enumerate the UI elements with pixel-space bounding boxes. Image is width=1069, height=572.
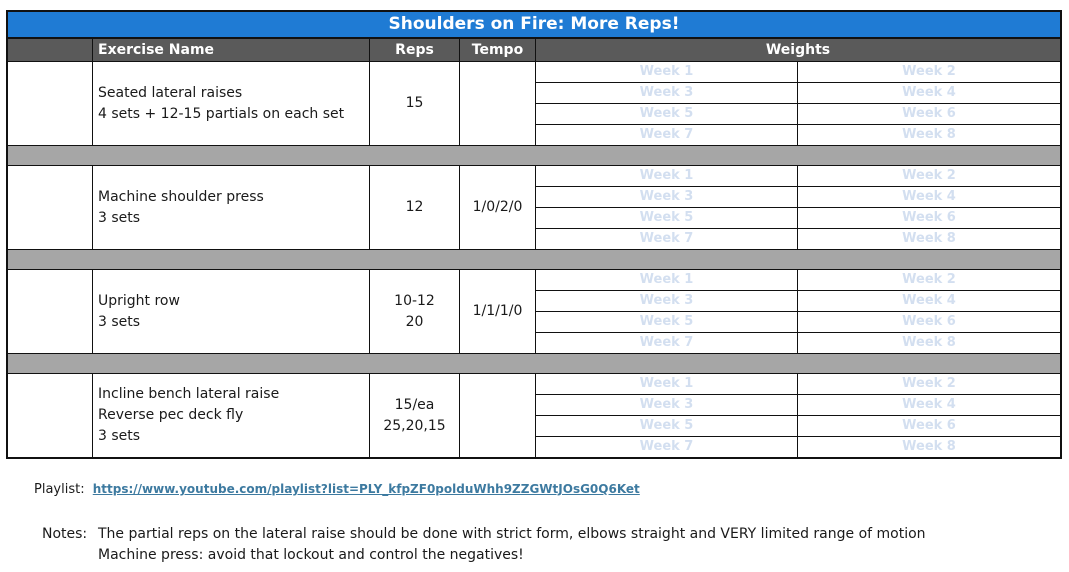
week-cell[interactable]: Week 4 xyxy=(798,83,1060,104)
week-cell[interactable]: Week 5 xyxy=(536,104,798,125)
week-cell[interactable]: Week 6 xyxy=(798,104,1060,125)
week-cell[interactable]: Week 2 xyxy=(798,62,1060,83)
weights-grid xyxy=(536,166,1060,249)
week-cell[interactable]: Week 2 xyxy=(798,166,1060,187)
exercise-line: 4 sets + 12-15 partials on each set xyxy=(98,105,345,122)
weights-grid xyxy=(536,62,1060,145)
reps-cell xyxy=(370,166,460,249)
exercise-line: 3 sets xyxy=(98,313,141,330)
sheet-title: Shoulders on Fire: More Reps! xyxy=(8,12,1060,39)
reps-value: 25,20,15 xyxy=(383,417,446,434)
tempo-cell xyxy=(460,270,536,353)
playlist-label: Playlist: xyxy=(34,482,85,497)
note-line: Machine press: avoid that lockout and control the negatives! xyxy=(98,547,524,563)
reps-value: 12 xyxy=(405,199,424,215)
week-cell[interactable]: Week 4 xyxy=(798,187,1060,208)
blank-cell xyxy=(8,270,93,353)
week-cell[interactable]: Week 7 xyxy=(536,229,798,249)
exercise-name-cell xyxy=(93,62,370,145)
week-cell[interactable]: Week 7 xyxy=(536,333,798,353)
blank-cell xyxy=(8,166,93,249)
week-cell[interactable]: Week 3 xyxy=(536,291,798,312)
week-cell[interactable]: Week 7 xyxy=(536,125,798,145)
week-cell[interactable]: Week 6 xyxy=(798,312,1060,333)
reps-value: 10-12 xyxy=(394,292,435,309)
week-cell[interactable]: Week 3 xyxy=(536,187,798,208)
week-cell[interactable]: Week 8 xyxy=(902,231,956,246)
notes-label: Notes: xyxy=(42,526,88,542)
tempo-value: 1/0/2/0 xyxy=(472,199,523,215)
week-cell[interactable]: Week 5 xyxy=(536,416,798,437)
week-cell[interactable]: Week 2 xyxy=(798,270,1060,291)
tempo-value: 1/1/1/0 xyxy=(472,303,523,319)
exercise-block xyxy=(8,62,1060,146)
week-cell[interactable]: Week 2 xyxy=(798,374,1060,395)
week-cell[interactable]: Week 8 xyxy=(902,127,956,142)
week-cell[interactable]: Week 5 xyxy=(536,208,798,229)
header-weights: Weights xyxy=(765,42,831,58)
blank-cell xyxy=(8,374,93,457)
reps-value: 15/ea xyxy=(394,396,435,413)
header-blank xyxy=(8,39,93,61)
reps-value: 15 xyxy=(405,95,424,111)
exercise-line: Incline bench lateral raise xyxy=(98,386,280,402)
playlist xyxy=(34,482,640,497)
table-body xyxy=(8,62,1060,457)
separator-row xyxy=(8,250,1060,270)
exercise-block xyxy=(8,374,1060,457)
exercise-name-cell xyxy=(93,374,370,457)
reps-value: 20 xyxy=(405,313,424,330)
exercise-line: 3 sets xyxy=(98,428,141,444)
week-cell[interactable]: Week 4 xyxy=(798,291,1060,312)
tempo-cell xyxy=(460,374,536,457)
exercise-line: Machine shoulder press xyxy=(98,188,264,205)
exercise-name-cell xyxy=(93,270,370,353)
exercise-line: Upright row xyxy=(98,292,180,309)
week-cell[interactable]: Week 8 xyxy=(902,335,956,350)
exercise-block xyxy=(8,166,1060,250)
weights-grid xyxy=(536,270,1060,353)
exercise-line: 3 sets xyxy=(98,209,141,226)
header-reps: Reps xyxy=(370,39,460,61)
exercise-name-cell xyxy=(93,166,370,249)
note-line: The partial reps on the lateral raise should be done with strict form, elbows straight and VERY limited range of motion xyxy=(98,526,926,542)
week-cell[interactable]: Week 6 xyxy=(798,416,1060,437)
header-tempo: Tempo xyxy=(460,39,536,61)
header-exercise: Exercise Name xyxy=(93,39,370,61)
exercise-block xyxy=(8,270,1060,354)
week-cell[interactable]: Week 4 xyxy=(798,395,1060,416)
playlist-link[interactable]: https://www.youtube.com/playlist?list=PLY_kfpZF0polduWhh9ZZGWtJOsG0Q6Ket xyxy=(92,482,640,496)
exercise-line: Reverse pec deck fly xyxy=(98,407,244,423)
week-cell[interactable]: Week 3 xyxy=(536,395,798,416)
week-cell[interactable]: Week 1 xyxy=(536,166,798,187)
tempo-cell xyxy=(460,166,536,249)
week-cell[interactable]: Week 5 xyxy=(536,312,798,333)
exercise-line: Seated lateral raises xyxy=(98,84,243,101)
weights-grid xyxy=(536,374,1060,457)
blank-cell xyxy=(8,62,93,145)
week-cell[interactable]: Week 6 xyxy=(798,208,1060,229)
week-cell[interactable]: Week 1 xyxy=(536,374,798,395)
separator-row xyxy=(8,354,1060,374)
separator-row xyxy=(8,146,1060,166)
tempo-cell xyxy=(460,62,536,145)
week-cell[interactable]: Week 1 xyxy=(536,270,798,291)
notes xyxy=(42,524,926,566)
header-row xyxy=(8,39,1060,62)
week-cell[interactable]: Week 7 xyxy=(536,437,798,457)
week-cell[interactable]: Week 1 xyxy=(536,62,798,83)
reps-cell xyxy=(370,62,460,145)
reps-cell xyxy=(370,374,460,457)
reps-cell xyxy=(370,270,460,353)
week-cell[interactable]: Week 3 xyxy=(536,83,798,104)
week-cell[interactable]: Week 8 xyxy=(902,439,956,454)
workout-table xyxy=(6,10,1062,459)
